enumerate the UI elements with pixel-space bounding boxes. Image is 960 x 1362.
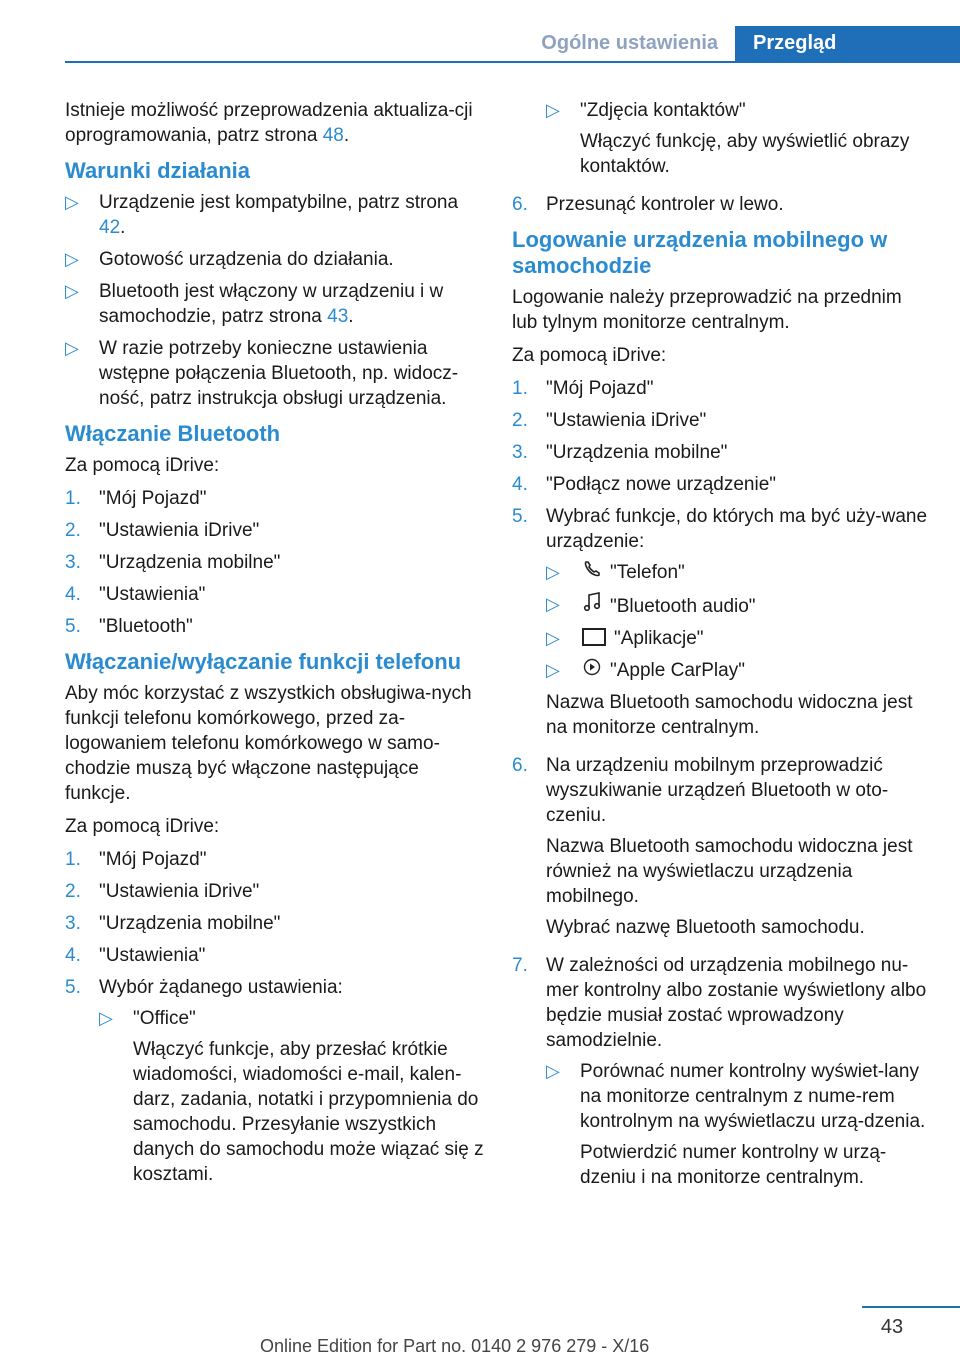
bullet-icon: ▷ xyxy=(99,1008,113,1028)
carplay-icon xyxy=(580,658,604,683)
bullet-icon: ▷ xyxy=(65,192,79,212)
phone-icon xyxy=(580,560,604,585)
step-item: 1. "Mój Pojazd" xyxy=(512,378,654,399)
step-item: 2. "Ustawienia iDrive" xyxy=(512,410,707,431)
intro-paragraph: Istnieje możliwość przeprowadzenia aktualiza-cji oprogramowania, patrz strona 48. xyxy=(65,100,473,146)
heading-conditions: Warunki działania xyxy=(65,158,251,183)
step-item: 6. Na urządzeniu mobilnym przeprowadzić wyszukiwanie urządzeń Bluetooth w oto-czeniu. Nazwa Bluetooth samochodu widoczna jest również na wyświetlaczu urządzenia mobilnego. Wybrać nazwę Bluetooth samochodu. xyxy=(512,755,913,938)
list-item: ▷ "Zdjęcia kontaktów" Włączyć funkcję, aby wyświetlić obrazy kontaktów. xyxy=(546,98,932,185)
heading-phone-functions: Włączanie/wyłączanie funkcji telefonu xyxy=(65,649,462,674)
heading-login: Logowanie urządzenia mobilnego w samochodzie xyxy=(512,227,888,278)
heading-bluetooth: Włączanie Bluetooth xyxy=(65,421,281,446)
list-item: ▷ "Apple CarPlay" xyxy=(546,660,745,681)
step-item: 5. Wybrać funkcje, do których ma być uży-wane urządzenie: ▷ "Telefon" ▷ "Bluetooth audio" ▷ "Aplikacje" ▷ "Apple CarPlay" Nazwa Bluetooth samochodu widoczna jest na monitorze centralnym. xyxy=(512,504,932,746)
footer-rule xyxy=(862,1306,960,1308)
step-item: 7. W zależności od urządzenia mobilnego nu-mer kontrolny albo zostanie wyświetlony albo będzie musiał zostać wprowadzony samodzielnie. ▷ Porównać numer kontrolny wyświet-lany na monitorze centralnym z nume-rem kontrolnym na wyświetlaczu urzą-dzenia. Potwierdzić numer kontrolny w urzą-dzeniu i na monitorze centralnym. xyxy=(512,953,932,1203)
bullet-icon: ▷ xyxy=(65,249,79,269)
step-item: 2. "Ustawienia iDrive" xyxy=(65,881,260,902)
list-item: ▷ Bluetooth jest włączony w urządzeniu i w samochodzie, patrz strona 43. xyxy=(65,281,444,327)
page-link[interactable]: 42 xyxy=(99,217,121,238)
bullet-icon: ▷ xyxy=(546,628,560,648)
bullet-icon: ▷ xyxy=(65,338,79,358)
idrive-label: Za pomocą iDrive: xyxy=(65,455,220,476)
step-item: 3. "Urządzenia mobilne" xyxy=(65,913,281,934)
right-column xyxy=(512,98,932,1210)
list-item: ▷ "Office" Włączyć funkcje, aby przesłać krótkie wiadomości, wiadomości e-mail, kalen-darz, zadania, notatki i przypomnienia do samochodu. Przesyłanie wszystkich danych do samochodu może wiązać się z kosztami. xyxy=(99,1006,485,1193)
header-tab: Przegląd xyxy=(735,26,960,61)
phone-intro: Aby móc korzystać z wszystkich obsługiwa-nych funkcji telefonu komórkowego, przed za-logowaniem telefonu komórkowego w samo-chodzie muszą być włączone następujące funkcje. xyxy=(65,683,472,804)
list-item: ▷ Gotowość urządzenia do działania. xyxy=(65,249,394,270)
music-note-icon xyxy=(580,592,604,619)
step-item: 5. Wybór żądanego ustawienia: ▷ "Office" Włączyć funkcje, aby przesłać krótkie wiadomości, wiadomości e-mail, kalen-darz, zadania, notatki i przypomnienia do samochodu. Przesyłanie wszystkich danych do samochodu może wiązać się z kosztami. xyxy=(65,975,485,1200)
bullet-icon: ▷ xyxy=(546,660,560,680)
bullet-icon: ▷ xyxy=(65,281,79,301)
step-item: 4. "Ustawienia" xyxy=(65,584,206,605)
list-item: ▷ W razie potrzeby konieczne ustawienia wstępne połączenia Bluetooth, np. widocz-ność, patrz instrukcja obsługi urządzenia. xyxy=(65,338,459,409)
page-number: 43 xyxy=(880,1316,904,1338)
step-item: 5. "Bluetooth" xyxy=(65,616,193,637)
step-item: 4. "Podłącz nowe urządzenie" xyxy=(512,474,777,495)
step-item: 1. "Mój Pojazd" xyxy=(65,849,207,870)
idrive-label: Za pomocą iDrive: xyxy=(512,345,667,366)
page-link[interactable]: 43 xyxy=(327,306,349,327)
step-item: 3. "Urządzenia mobilne" xyxy=(65,552,281,573)
bullet-icon: ▷ xyxy=(546,594,560,614)
idrive-label: Za pomocą iDrive: xyxy=(65,816,220,837)
list-item: ▷ Urządzenie jest kompatybilne, patrz strona 42. xyxy=(65,192,459,238)
step-item: 2. "Ustawienia iDrive" xyxy=(65,520,260,541)
step-item: 4. "Ustawienia" xyxy=(65,945,206,966)
step-item: 1. "Mój Pojazd" xyxy=(65,488,207,509)
bullet-icon: ▷ xyxy=(546,100,560,120)
left-column xyxy=(65,98,485,1207)
apps-icon xyxy=(582,628,606,646)
list-item: ▷ "Telefon" xyxy=(546,562,685,583)
step-item: 3. "Urządzenia mobilne" xyxy=(512,442,728,463)
list-item: ▷ "Bluetooth audio" xyxy=(546,594,756,617)
login-intro: Logowanie należy przeprowadzić na przednim lub tylnym monitorze centralnym. xyxy=(512,287,902,333)
page-link[interactable]: 48 xyxy=(322,125,344,146)
list-item: ▷ "Aplikacje" xyxy=(546,628,704,649)
list-item: ▷ Porównać numer kontrolny wyświet-lany na monitorze centralnym z nume-rem kontrolnym na wyświetlaczu urzą-dzenia. Potwierdzić numer kontrolny w urzą-dzeniu i na monitorze centralnym. xyxy=(546,1059,932,1196)
bullet-icon: ▷ xyxy=(546,562,560,582)
header-rule xyxy=(65,61,960,63)
header-section-title: Ogólne ustawienia xyxy=(541,32,718,54)
bullet-icon: ▷ xyxy=(546,1061,560,1081)
footer-edition: Online Edition for Part no. 0140 2 976 279 - X/16 xyxy=(260,1336,650,1356)
step-item: 6. Przesunąć kontroler w lewo. xyxy=(512,194,784,215)
